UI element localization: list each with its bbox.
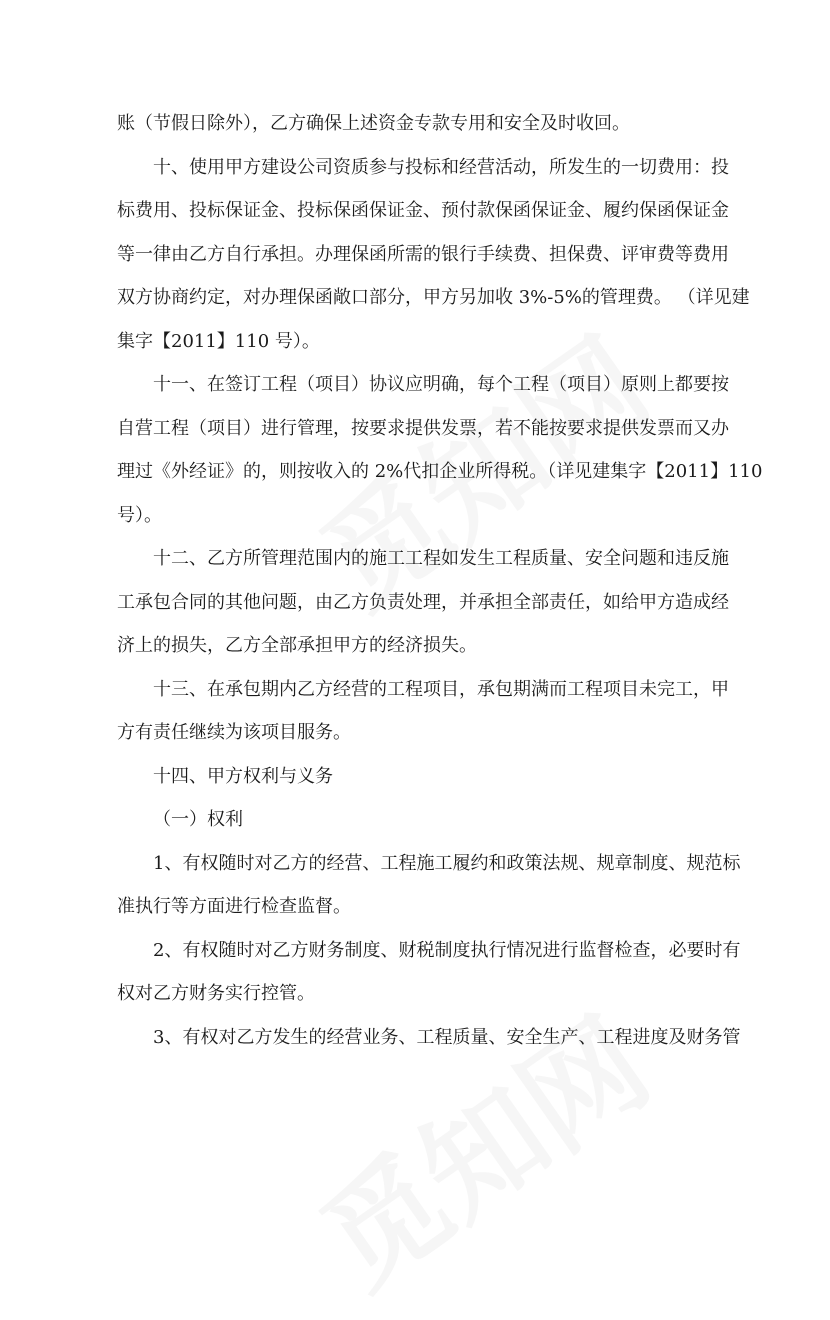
text-line: 工承包合同的其他问题，由乙方负责处理，并承担全部责任，如给甲方造成经 bbox=[117, 591, 729, 613]
text-line: 理过《外经证》的，则按收入的 2%代扣企业所得税。（详见建集字【2011】110 bbox=[117, 461, 763, 482]
text-line: 十四、甲方权利与义务 bbox=[153, 765, 333, 787]
text-line: 权对乙方财务实行控管。 bbox=[117, 983, 315, 1004]
text-line: 1、有权随时对乙方的经营、工程施工履约和政策法规、规章制度、规范标 bbox=[153, 852, 741, 874]
text-line: 济上的损失，乙方全部承担甲方的经济损失。 bbox=[117, 635, 477, 656]
text-line: 十一、在签订工程（项目）协议应明确，每个工程（项目）原则上都要按 bbox=[153, 374, 729, 395]
watermark bbox=[283, 972, 677, 1319]
text-line: （一）权利 bbox=[153, 809, 243, 830]
text-line: 集字【2011】110 号）。 bbox=[117, 330, 320, 352]
text-line: 双方协商约定，对办理保函敞口部分，甲方另加收 3%-5%的管理费。 （详见建 bbox=[117, 287, 750, 308]
text-line: 3、有权对乙方发生的经营业务、工程质量、安全生产、工程进度及财务管 bbox=[153, 1026, 741, 1048]
text-line: 方有责任继续为该项目服务。 bbox=[117, 722, 351, 743]
text-line: 号）。 bbox=[117, 504, 162, 526]
text-line: 等一律由乙方自行承担。办理保函所需的银行手续费、担保费、评审费等费用 bbox=[117, 243, 729, 265]
text-line: 十、使用甲方建设公司资质参与投标和经营活动，所发生的一切费用：投 bbox=[153, 156, 729, 178]
text-line: 2、有权随时对乙方财务制度、财税制度执行情况进行监督检查，必要时有 bbox=[153, 939, 741, 961]
text-line: 准执行等方面进行检查监督。 bbox=[117, 896, 351, 917]
text-line: 标费用、投标保证金、投标保函保证金、预付款保函保证金、履约保函保证金 bbox=[117, 200, 729, 221]
text-line: 十三、在承包期内乙方经营的工程项目，承包期满而工程项目未完工，甲 bbox=[153, 678, 729, 700]
text-line: 十二、乙方所管理范围内的施工工程如发生工程质量、安全问题和违反施 bbox=[153, 548, 729, 569]
text-line: 自营工程（项目）进行管理，按要求提供发票，若不能按要求提供发票而又办 bbox=[117, 417, 729, 439]
text-line: 账（节假日除外），乙方确保上述资金专款专用和安全及时收回。 bbox=[117, 113, 630, 134]
